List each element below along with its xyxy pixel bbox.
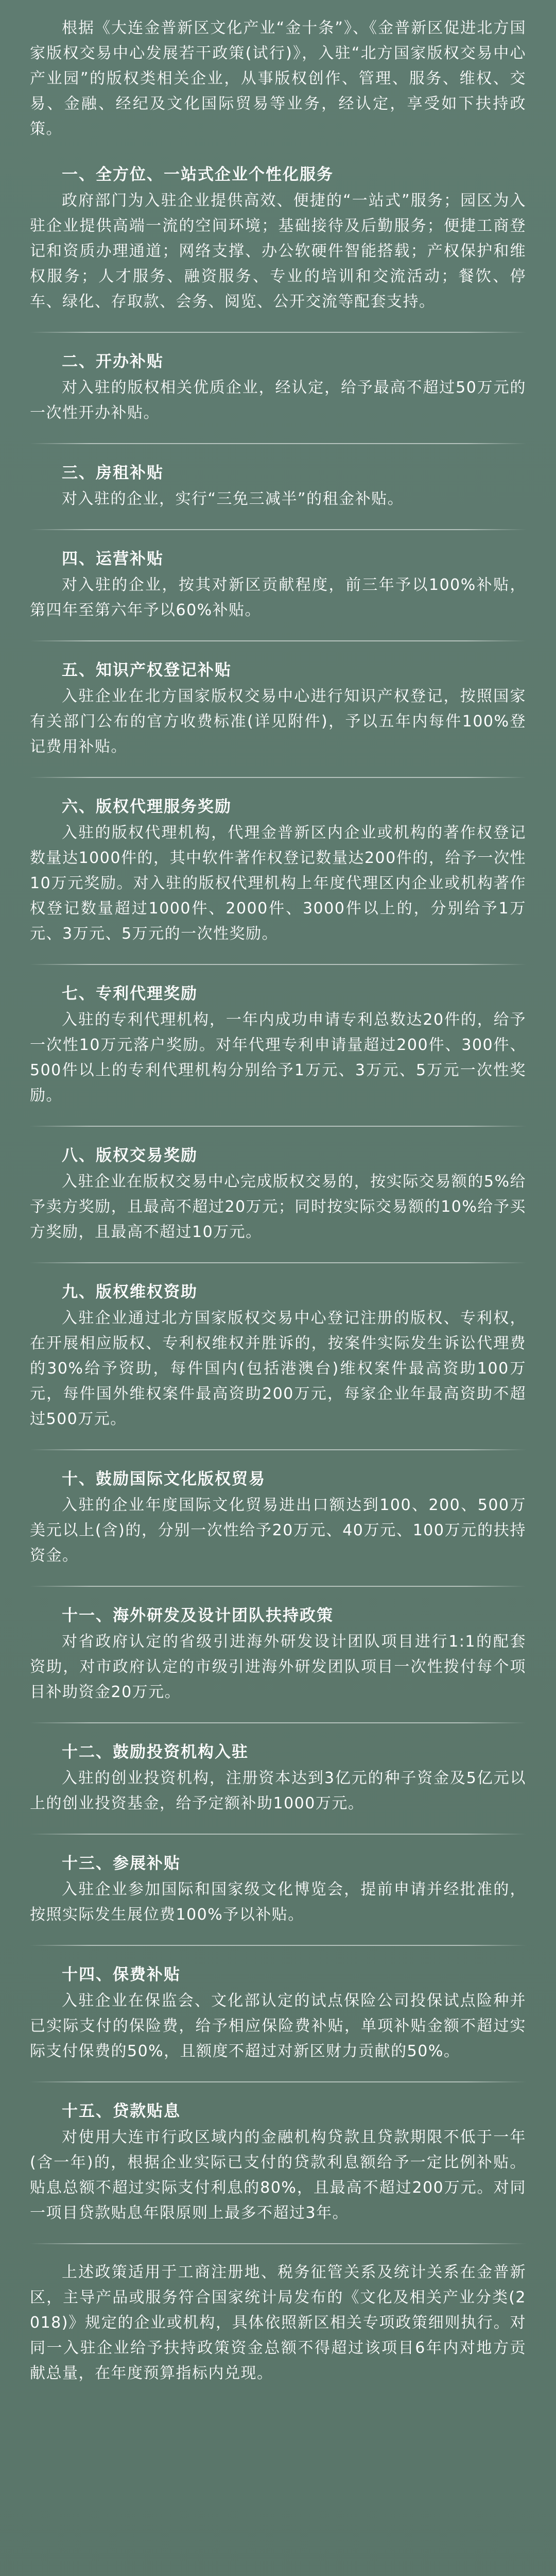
section-body: 入驻的版权代理机构，代理金普新区内企业或机构的著作权登记数量达1000件的，其中软件著作权登记数量达200件的，给予一次性10万元奖励。对入驻的版权代理机构上年度代理区内企业或机构著作权登记数量超过1000件、2000件、3000件以上的，分别给予1万元、3万元、5万元的一次性奖励。	[30, 824, 526, 943]
section-heading: 十四、保费补贴	[62, 1965, 181, 1984]
section-body: 入驻的专利代理机构，一年内成功申请专利总数达20件的，给予一次性10万元落户奖励。对年代理专利申请量超过200件、300件、500件以上的专利代理机构分别给予1万元、3万元、5万元一次性奖励。	[30, 1011, 526, 1105]
section-divider	[30, 964, 526, 965]
section-14	[30, 1961, 526, 2064]
section-divider	[30, 529, 526, 530]
section-heading: 六、版权代理服务奖励	[62, 798, 232, 816]
section-11	[30, 1602, 526, 1705]
section-heading: 四、运营补贴	[62, 550, 164, 568]
section-heading: 八、版权交易奖励	[62, 1146, 198, 1165]
section-divider	[30, 443, 526, 444]
section-7	[30, 980, 526, 1108]
section-1	[30, 161, 526, 314]
intro-paragraph: 根据《大连金普新区文化产业“金十条”》、《金普新区促进北方国家版权交易中心发展若干政策(试行)》，入驻“北方国家版权交易中心产业园”的版权类相关企业，从事版权创作、管理、服务、维权、交易、金融、经纪及文化国际贸易等业务，经认定，享受如下扶持政策。	[30, 19, 526, 138]
closing-paragraph: 上述政策适用于工商注册地、税务征管关系及统计关系在金普新区，主导产品或服务符合国家统计局发布的《文化及相关产业分类(2018)》规定的企业或机构，具体依照新区相关专项政策细则执行。对同一入驻企业给予扶持政策资金总额不得超过该项目6年内对地方贡献总量，在年度预算指标内兑现。	[30, 2263, 526, 2382]
section-heading: 二、开办补贴	[62, 352, 164, 371]
section-body: 对入驻的企业，实行“三免三减半”的租金补贴。	[62, 490, 404, 508]
section-divider	[30, 640, 526, 641]
section-2	[30, 348, 526, 426]
section-heading: 七、专利代理奖励	[62, 985, 198, 1003]
section-9	[30, 1279, 526, 1432]
section-3	[30, 460, 526, 512]
section-body: 对入驻的企业，按其对新区贡献程度，前三年予以100%补贴，第四年至第六年予以60%补贴。	[30, 576, 526, 619]
section-12	[30, 1739, 526, 1816]
section-divider	[30, 2243, 526, 2244]
section-heading: 九、版权维权资助	[62, 1283, 198, 1301]
section-divider	[30, 1449, 526, 1450]
section-heading: 五、知识产权登记补贴	[62, 661, 232, 680]
section-divider	[30, 1586, 526, 1587]
section-heading: 十三、参展补贴	[62, 1854, 181, 1873]
section-6	[30, 793, 526, 946]
section-body: 对省政府认定的省级引进海外研发设计团队项目进行1:1的配套资助，对市政府认定的市级引进海外研发团队项目一次性拨付每个项目补助资金20万元。	[30, 1633, 526, 1701]
section-body: 入驻的企业年度国际文化贸易进出口额达到100、200、500万美元以上(含)的，分别一次性给予20万元、40万元、100万元的扶持资金。	[30, 1496, 526, 1565]
section-body: 对使用大连市行政区域内的金融机构贷款且贷款期限不低于一年(含一年)的，根据企业实际已支付的贷款利息额给予一定比例补贴。贴息总额不超过实际支付利息的80%，且最高不超过200万元。对同一项目贷款贴息年限原则上最多不超过3年。	[30, 2128, 526, 2222]
section-heading: 三、房租补贴	[62, 464, 164, 482]
section-body: 对入驻的版权相关优质企业，经认定，给予最高不超过50万元的一次性开办补贴。	[30, 379, 526, 422]
section-body: 政府部门为入驻企业提供高效、便捷的“一站式”服务；园区为入驻企业提供高端一流的空间环境；基础接待及后勤服务；便捷工商登记和资质办理通道；网络支撑、办公软硬件智能搭载；产权保护和维权服务；人才服务、融资服务、专业的培训和交流活动；餐饮、停车、绿化、存取款、会务、阅览、公开交流等配套支持。	[30, 192, 526, 311]
section-divider	[30, 2081, 526, 2082]
section-heading: 一、全方位、一站式企业个性化服务	[62, 165, 334, 184]
section-5	[30, 657, 526, 759]
section-heading: 十一、海外研发及设计团队扶持政策	[62, 1606, 334, 1625]
section-body: 入驻企业在版权交易中心完成版权交易的，按实际交易额的5%给予卖方奖励，且最高不超过20万元；同时按实际交易额的10%给予买方奖励，且最高不超过10万元。	[30, 1173, 526, 1241]
section-body: 入驻企业在保监会、文化部认定的试点保险公司投保试点险种并已实际支付的保险费，给予相应保险费补贴，单项补贴金额不超过实际支付保费的50%，且额度不超过对新区财力贡献的50%。	[30, 1992, 526, 2060]
section-heading: 十五、贷款贴息	[62, 2102, 181, 2121]
section-4	[30, 546, 526, 623]
section-heading: 十二、鼓励投资机构入驻	[62, 1743, 249, 1761]
section-divider	[30, 1945, 526, 1946]
section-divider	[30, 1126, 526, 1127]
section-13	[30, 1850, 526, 1927]
section-divider	[30, 1834, 526, 1835]
section-divider	[30, 1722, 526, 1723]
section-body: 入驻企业通过北方国家版权交易中心登记注册的版权、专利权，在开展相应版权、专利权维权并胜诉的，按案件实际发生诉讼代理费的30%给予资助，每件国内(包括港澳台)维权案件最高资助100万元，每件国外维权案件最高资助200万元，每家企业年最高资助不超过500万元。	[30, 1309, 526, 1428]
section-body: 入驻的创业投资机构，注册资本达到3亿元的种子资金及5亿元以上的创业投资基金，给予定额补助1000万元。	[30, 1769, 526, 1812]
section-8	[30, 1142, 526, 1245]
section-10	[30, 1466, 526, 1568]
section-divider	[30, 777, 526, 778]
section-15	[30, 2098, 526, 2226]
section-body: 入驻企业参加国际和国家级文化博览会，提前申请并经批准的，按照实际发生展位费100%予以补贴。	[30, 1880, 526, 1924]
section-divider	[30, 332, 526, 333]
section-heading: 十、鼓励国际文化版权贸易	[62, 1470, 266, 1488]
section-divider	[30, 1262, 526, 1263]
section-body: 入驻企业在北方国家版权交易中心进行知识产权登记，按照国家有关部门公布的官方收费标准(详见附件)，予以五年内每件100%登记费用补贴。	[30, 687, 526, 756]
